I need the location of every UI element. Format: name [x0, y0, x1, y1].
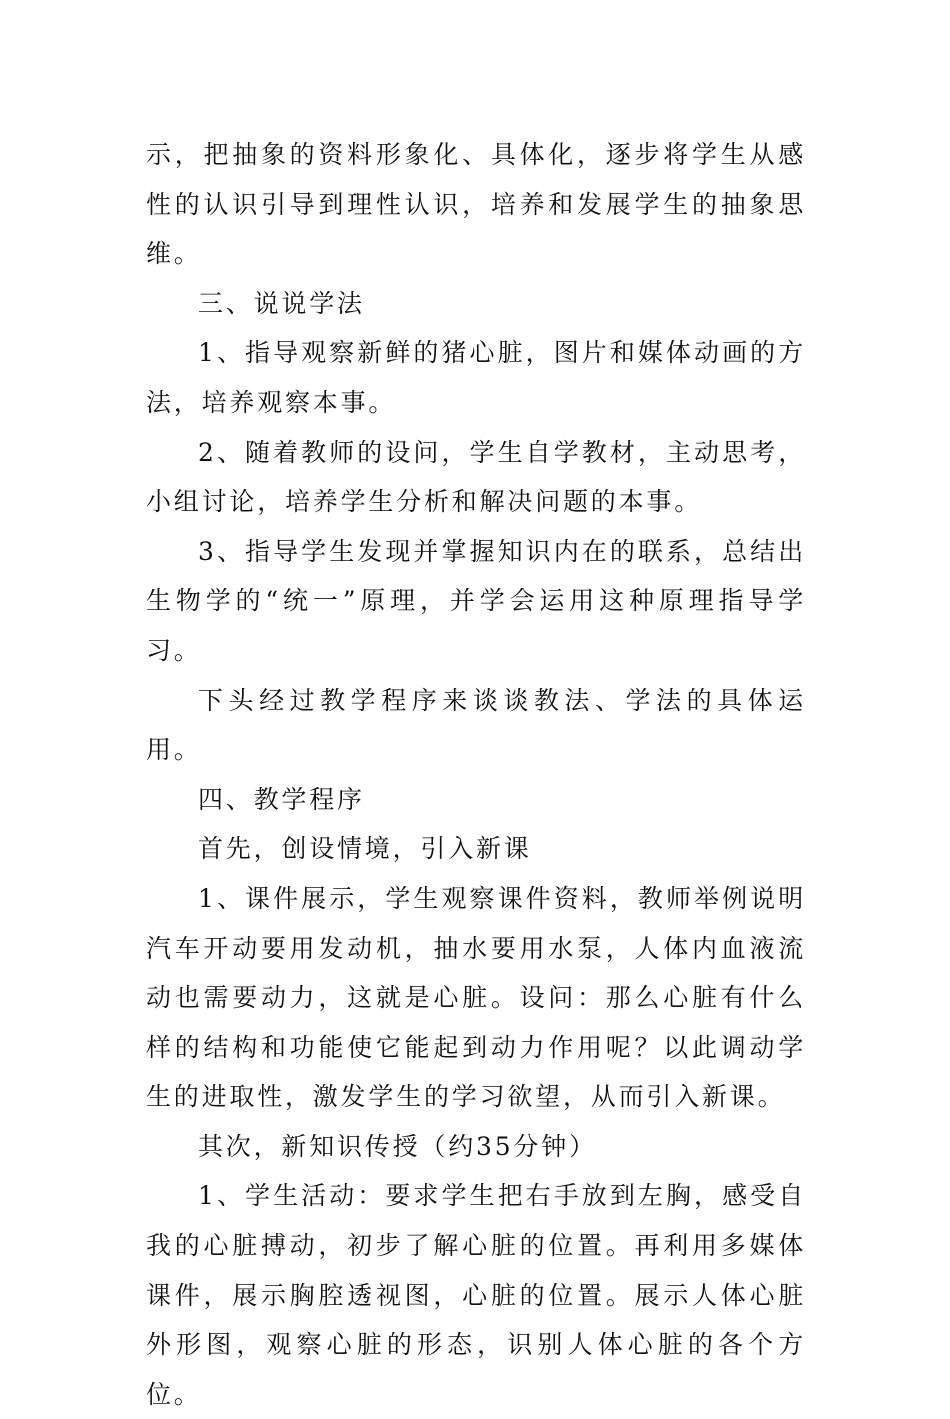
paragraph-continued: 示，把抽象的资料形象化、具体化，逐步将学生从感性的认识引导到理性认识，培养和发展学生的抽象思维。 [146, 140, 806, 269]
paragraph-student-activity: 1、学生活动：要求学生把右手放到左胸，感受自我的心脏搏动，初步了解心脏的位置。再利用多媒体课件，展示胸腔透视图，心脏的位置。展示人体心脏外形图，观察心脏的形态，识别人体心脏的各个方位。 [146, 1181, 806, 1409]
paragraph-transition: 下头经过教学程序来谈谈教法、学法的具体运用。 [146, 685, 806, 765]
paragraph-method-3: 3、指导学生发现并掌握知识内在的联系，总结出生物学的“统一”原理，并学会运用这种原理指导学习。 [146, 536, 806, 665]
subheading-new-knowledge: 其次，新知识传授（约35分钟） [198, 1131, 597, 1161]
paragraph-method-2: 2、随着教师的设问，学生自学教材，主动思考，小组讨论，培养学生分析和解决问题的本事。 [146, 437, 806, 517]
paragraph-method-1: 1、指导观察新鲜的猪心脏，图片和媒体动画的方法，培养观察本事。 [146, 338, 806, 417]
section-heading-study-methods: 三、说说学法 [198, 288, 365, 318]
paragraph-courseware-display: 1、课件展示，学生观察课件资料，教师举例说明汽车开动要用发动机，抽水要用水泵，人体内血液流动也需要动力，这就是心脏。设问：那么心脏有什么样的结构和功能使它能起到动力作用呢？以此调动学生的进取性，激发学生的学习欲望，从而引入新课。 [146, 883, 806, 1112]
section-heading-teaching-procedure: 四、教学程序 [198, 784, 365, 814]
subheading-introduce-lesson: 首先，创设情境，引入新课 [198, 834, 532, 864]
document-body [146, 130, 806, 1419]
